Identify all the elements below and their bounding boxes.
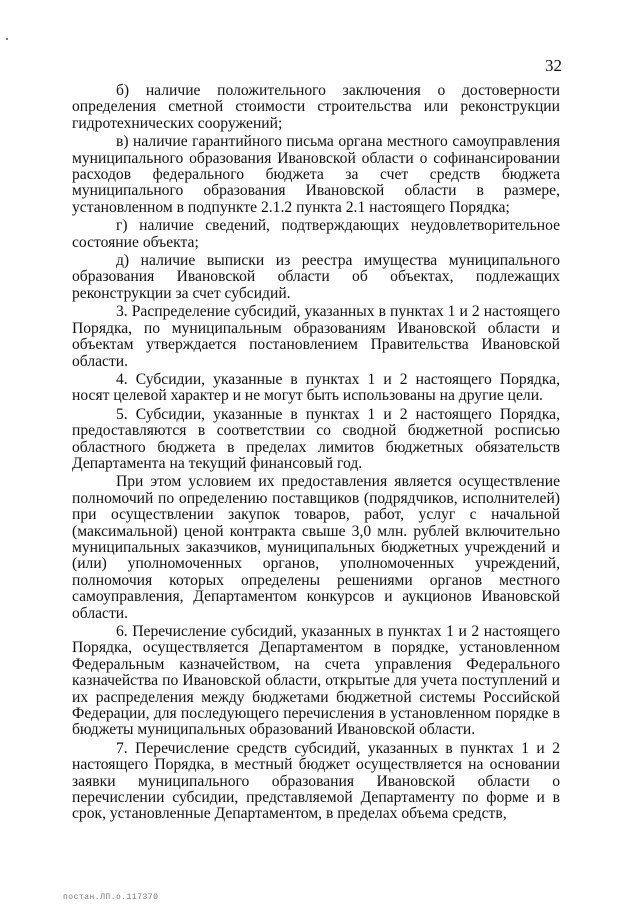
paragraph-v: в) наличие гарантийного письма органа местного самоуправления муниципального образования Ивановской области о софинансировании расходов федерального бюджета за счет средств бюджета муниципального образования Ивановской области в размере, установленном в подпункте 2.1.2 пункта 2.1 настоящего Порядка; [72,133,560,216]
paragraph-7: 7. Перечисление средств субсидий, указанных в пунктах 1 и 2 настоящего Порядка, в местный бюджет осуществляется на основании заявки муниципального образования Ивановской области о перечислении субсидии, представляемой Департаменту по форме и в срок, установленные Департаментом, в пределах объема средств, [72,739,560,823]
footer-code: постан.ЛП.о.117370 [63,893,159,902]
paragraph-b: б) наличие положительного заключения о достоверности определения сметной стоимости строительства или реконструкции гидротехнических сооружений; [72,82,560,132]
paragraph-g: г) наличие сведений, подтверждающих неудовлетворительное состояние объекта; [72,217,560,251]
paragraph-d: д) наличие выписки из реестра имущества муниципального образования Ивановской области об объектах, подлежащих реконструкции за счет субсидий. [72,252,560,302]
page-number: 32 [545,56,562,75]
paragraph-3: 3. Распределение субсидий, указанных в пунктах 1 и 2 настоящего Порядка, по муниципальным образованиям Ивановской области и объектам утверждается постановлением Правительства Ивановской области. [72,303,560,370]
paragraph-4: 4. Субсидии, указанные в пунктах 1 и 2 настоящего Порядка, носят целевой характер и не могут быть использованы на другие цели. [72,370,560,405]
document-body [72,83,560,825]
scan-speck [6,38,8,40]
paragraph-5: 5. Субсидии, указанные в пунктах 1 и 2 настоящего Порядка, предоставляются в соответствии со сводной бюджетной росписью областного бюджета в пределах лимитов бюджетных обязательств Департамента на текущий финансовый год. [72,405,560,472]
paragraph-5-condition: При этом условием их предоставления является осуществление полномочий по определению поставщиков (подрядчиков, исполнителей) при осуществлении закупок товаров, работ, услуг с начальной (максимальной) ценой контракта свыше 3,0 млн. рублей включительно муниципальных заказчиков, муниципальных бюджетных учреждений и (или) уполномоченных органов, уполномоченных учреждений, полномочия которых определены решениями органов местного самоуправления, Департаментом конкурсов и аукционов Ивановской области. [72,473,560,622]
paragraph-6: 6. Перечисление субсидий, указанных в пунктах 1 и 2 настоящего Порядка, осуществляется Департаментом в порядке, установленном Федеральным казначейством, на счета управления Федерального казначейства по Ивановской области, открытые для учета поступлений и их распределения между бюджетами бюджетной системы Российской Федерации, для последующего перечисления в установленном порядке в бюджеты муниципальных образований Ивановской области. [72,623,560,739]
